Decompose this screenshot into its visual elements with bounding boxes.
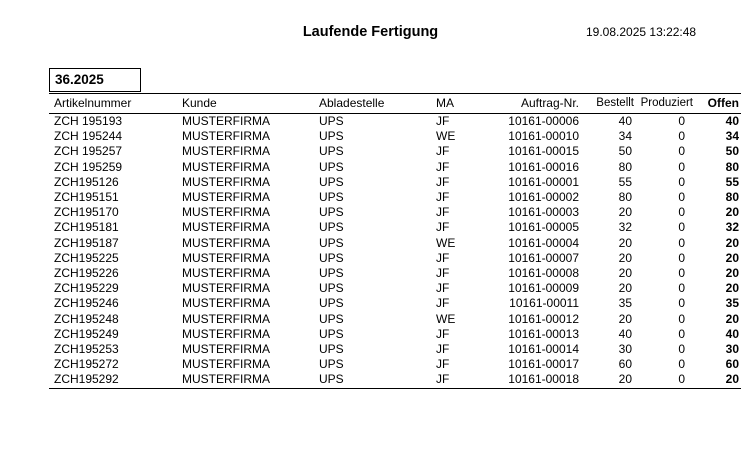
cell-produziert: 0 [678, 114, 685, 128]
cell-offen: 80 [725, 190, 739, 205]
cell-abladestelle: UPS [319, 326, 344, 341]
column-header-abladestelle: Abladestelle [319, 96, 385, 110]
cell-bestellt: 20 [618, 372, 632, 387]
cell-kunde: MUSTERFIRMA [182, 342, 270, 357]
cell-abladestelle: UPS [319, 266, 344, 281]
cell-auftrag-nr: 10161-00009 [508, 281, 579, 296]
cell-auftrag-nr: 10161-00015 [508, 144, 579, 159]
cell-artikelnummer: ZCH195229 [54, 281, 119, 296]
cell-bestellt: 20 [618, 250, 632, 265]
column-header-offen: Offen [707, 96, 739, 110]
cell-produziert: 0 [678, 357, 685, 372]
cell-auftrag-nr: 10161-00017 [508, 357, 579, 372]
cell-artikelnummer: ZCH195225 [54, 250, 119, 265]
cell-produziert: 0 [678, 235, 685, 250]
cell-artikelnummer: ZCH195151 [54, 190, 119, 205]
column-header-bestellt: Bestellt [596, 97, 634, 109]
cell-ma: JF [436, 296, 450, 311]
table-row [49, 190, 741, 205]
cell-abladestelle: UPS [319, 205, 344, 220]
cell-abladestelle: UPS [319, 342, 344, 357]
report-title: Laufende Fertigung [302, 24, 439, 40]
cell-auftrag-nr: 10161-00014 [508, 342, 579, 357]
cell-offen: 55 [725, 174, 739, 189]
cell-bestellt: 20 [618, 235, 632, 250]
table-row [49, 144, 741, 159]
cell-offen: 35 [725, 296, 739, 311]
cell-abladestelle: UPS [319, 235, 344, 250]
cell-artikelnummer: ZCH195248 [54, 311, 119, 326]
table-body [49, 114, 741, 389]
cell-offen: 32 [725, 220, 739, 235]
cell-auftrag-nr: 10161-00012 [508, 311, 579, 326]
cell-ma: JF [436, 220, 450, 235]
table-row [49, 175, 741, 190]
cell-kunde: MUSTERFIRMA [182, 372, 270, 387]
cell-auftrag-nr: 10161-00011 [509, 296, 579, 311]
cell-ma: JF [436, 205, 450, 220]
cell-abladestelle: UPS [319, 311, 344, 326]
table-row [49, 296, 741, 311]
cell-artikelnummer: ZCH 195259 [54, 159, 123, 174]
cell-artikelnummer: ZCH 195193 [54, 114, 123, 128]
cell-abladestelle: UPS [319, 250, 344, 265]
cell-kunde: MUSTERFIRMA [182, 114, 270, 128]
cell-bestellt: 80 [618, 159, 632, 174]
cell-kunde: MUSTERFIRMA [182, 326, 270, 341]
cell-ma: JF [436, 114, 450, 128]
cell-abladestelle: UPS [319, 190, 344, 205]
cell-bestellt: 20 [618, 205, 632, 220]
cell-auftrag-nr: 10161-00006 [508, 114, 579, 128]
table-row [49, 205, 741, 220]
cell-ma: JF [436, 357, 450, 372]
cell-offen: 34 [725, 129, 739, 144]
column-header-ma: MA [436, 96, 454, 110]
cell-produziert: 0 [678, 266, 685, 281]
cell-bestellt: 40 [618, 114, 632, 128]
cell-ma: JF [436, 144, 450, 159]
cell-kunde: MUSTERFIRMA [182, 174, 270, 189]
cell-abladestelle: UPS [319, 159, 344, 174]
cell-produziert: 0 [678, 220, 685, 235]
cell-bestellt: 50 [618, 144, 632, 159]
table-row [49, 357, 741, 372]
cell-ma: JF [436, 190, 450, 205]
cell-artikelnummer: ZCH 195257 [54, 144, 123, 159]
cell-kunde: MUSTERFIRMA [182, 250, 270, 265]
table-row [49, 160, 741, 175]
cell-abladestelle: UPS [319, 129, 344, 144]
cell-kunde: MUSTERFIRMA [182, 235, 270, 250]
column-header-produziert: Produziert [640, 97, 693, 109]
table-row [49, 312, 741, 327]
cell-ma: JF [436, 326, 450, 341]
cell-kunde: MUSTERFIRMA [182, 357, 270, 372]
cell-offen: 20 [725, 372, 739, 387]
cell-auftrag-nr: 10161-00013 [508, 326, 579, 341]
cell-artikelnummer: ZCH 195244 [54, 129, 123, 144]
cell-kunde: MUSTERFIRMA [182, 296, 270, 311]
cell-bestellt: 35 [618, 296, 632, 311]
cell-ma: JF [436, 159, 450, 174]
cell-auftrag-nr: 10161-00001 [508, 174, 579, 189]
cell-offen: 20 [725, 311, 739, 326]
cell-produziert: 0 [678, 250, 685, 265]
cell-auftrag-nr: 10161-00002 [508, 190, 579, 205]
production-table [49, 93, 741, 389]
cell-produziert: 0 [678, 342, 685, 357]
cell-artikelnummer: ZCH195292 [54, 372, 119, 387]
cell-abladestelle: UPS [319, 144, 344, 159]
cell-artikelnummer: ZCH195187 [54, 235, 119, 250]
cell-ma: WE [436, 235, 456, 250]
cell-kunde: MUSTERFIRMA [182, 266, 270, 281]
cell-produziert: 0 [678, 311, 685, 326]
cell-produziert: 0 [678, 372, 685, 387]
cell-bestellt: 34 [618, 129, 632, 144]
cell-bestellt: 20 [618, 266, 632, 281]
cell-kunde: MUSTERFIRMA [182, 190, 270, 205]
table-row [49, 251, 741, 266]
cell-abladestelle: UPS [319, 174, 344, 189]
cell-abladestelle: UPS [319, 357, 344, 372]
table-row [49, 327, 741, 342]
cell-bestellt: 20 [618, 311, 632, 326]
column-header-auftrag-nr: Auftrag-Nr. [520, 96, 579, 110]
cell-artikelnummer: ZCH195272 [54, 357, 119, 372]
cell-produziert: 0 [678, 159, 685, 174]
cell-artikelnummer: ZCH195170 [54, 205, 119, 220]
table-row [49, 236, 741, 251]
cell-offen: 20 [725, 205, 739, 220]
cell-ma: WE [436, 129, 456, 144]
cell-abladestelle: UPS [319, 114, 344, 128]
cell-produziert: 0 [678, 281, 685, 296]
cell-auftrag-nr: 10161-00007 [508, 250, 579, 265]
cell-ma: WE [436, 311, 456, 326]
cell-offen: 60 [725, 357, 739, 372]
cell-kunde: MUSTERFIRMA [182, 129, 270, 144]
cell-offen: 80 [725, 159, 739, 174]
cell-artikelnummer: ZCH195246 [54, 296, 119, 311]
table-row [49, 342, 741, 357]
table-row [49, 114, 741, 130]
cell-bestellt: 40 [618, 326, 632, 341]
cell-produziert: 0 [678, 296, 685, 311]
cell-abladestelle: UPS [319, 220, 344, 235]
cell-produziert: 0 [678, 326, 685, 341]
cell-bestellt: 20 [618, 281, 632, 296]
cell-ma: JF [436, 174, 450, 189]
cell-ma: JF [436, 342, 450, 357]
table-row [49, 266, 741, 281]
cell-auftrag-nr: 10161-00016 [508, 159, 579, 174]
cell-bestellt: 32 [618, 220, 632, 235]
table-row [49, 281, 741, 296]
cell-bestellt: 55 [618, 174, 632, 189]
cell-offen: 50 [725, 144, 739, 159]
cell-artikelnummer: ZCH195253 [54, 342, 119, 357]
cell-produziert: 0 [678, 205, 685, 220]
cell-auftrag-nr: 10161-00010 [508, 129, 579, 144]
cell-offen: 20 [725, 235, 739, 250]
cell-produziert: 0 [678, 144, 685, 159]
cell-produziert: 0 [678, 190, 685, 205]
cell-auftrag-nr: 10161-00003 [508, 205, 579, 220]
cell-produziert: 0 [678, 174, 685, 189]
cell-abladestelle: UPS [319, 281, 344, 296]
cell-abladestelle: UPS [319, 372, 344, 387]
cell-bestellt: 30 [618, 342, 632, 357]
cell-kunde: MUSTERFIRMA [182, 144, 270, 159]
cell-auftrag-nr: 10161-00008 [508, 266, 579, 281]
table-row [49, 220, 741, 235]
cell-kunde: MUSTERFIRMA [182, 311, 270, 326]
cell-abladestelle: UPS [319, 296, 344, 311]
cell-offen: 40 [725, 114, 739, 128]
cell-produziert: 0 [678, 129, 685, 144]
column-header-artikelnummer: Artikelnummer [54, 96, 132, 110]
cell-auftrag-nr: 10161-00004 [508, 235, 579, 250]
report-timestamp: 19.08.2025 13:22:48 [586, 25, 697, 39]
cell-offen: 20 [725, 281, 739, 296]
cell-auftrag-nr: 10161-00018 [508, 372, 579, 387]
cell-offen: 40 [725, 326, 739, 341]
table-row [49, 372, 741, 388]
cell-ma: JF [436, 266, 450, 281]
cell-offen: 20 [725, 250, 739, 265]
cell-ma: JF [436, 250, 450, 265]
cell-artikelnummer: ZCH195249 [54, 326, 119, 341]
cell-kunde: MUSTERFIRMA [182, 281, 270, 296]
column-header-kunde: Kunde [182, 96, 217, 110]
cell-kunde: MUSTERFIRMA [182, 220, 270, 235]
cell-ma: JF [436, 281, 450, 296]
cell-auftrag-nr: 10161-00005 [508, 220, 579, 235]
cell-artikelnummer: ZCH195126 [54, 174, 119, 189]
cell-kunde: MUSTERFIRMA [182, 159, 270, 174]
table-row [49, 129, 741, 144]
table-header-row [49, 94, 741, 114]
cell-bestellt: 60 [618, 357, 632, 372]
cell-ma: JF [436, 372, 450, 387]
cell-artikelnummer: ZCH195181 [54, 220, 119, 235]
cell-kunde: MUSTERFIRMA [182, 205, 270, 220]
cell-bestellt: 80 [618, 190, 632, 205]
calendar-week-box: 36.2025 [49, 68, 141, 92]
cell-artikelnummer: ZCH195226 [54, 266, 119, 281]
cell-offen: 20 [725, 266, 739, 281]
cell-offen: 30 [725, 342, 739, 357]
